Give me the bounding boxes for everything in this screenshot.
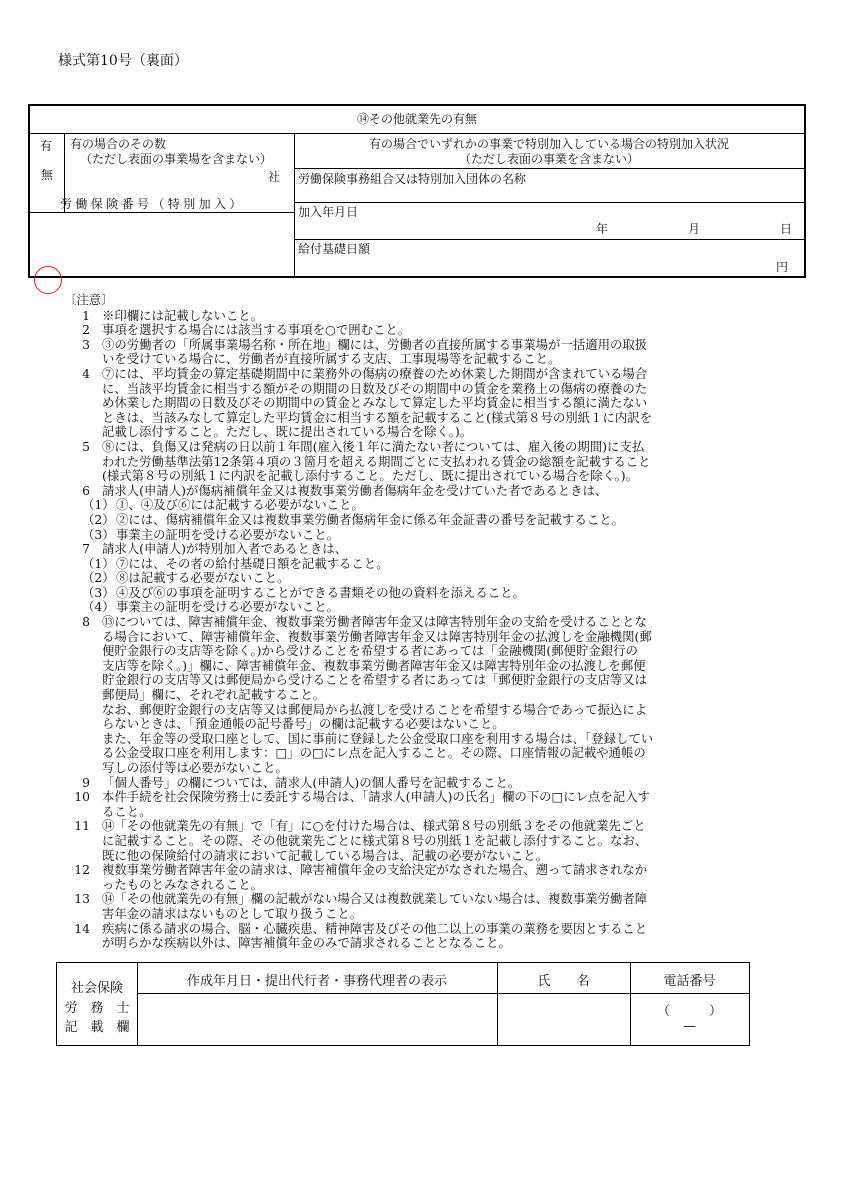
note-item — [58, 849, 748, 864]
note-item — [58, 936, 748, 951]
note-text: 写しの添付等は必要がないこと。 — [102, 760, 288, 775]
note-indent — [58, 703, 102, 718]
note-number: （4） — [82, 599, 115, 615]
note-text: ③の労働者の「所属事業場名称・所在地」欄には、労働者の直接所属する事業場が一括適用の取扱 — [102, 336, 648, 352]
note-text: ったものとみなされること。 — [102, 876, 264, 892]
note-item — [58, 542, 748, 557]
note-text: ⑦には、その者の給付基礎日額を記載すること。 — [116, 555, 389, 571]
note-indent — [58, 659, 102, 674]
note-text: め休業した期間の日数及びその期間中の賃金とみなして算定した平均賃金に相当する額に満たない — [102, 395, 648, 411]
note-text: いを受けている場合に、労働者が直接所属する支店、工事現場等を記載すること。 — [102, 351, 561, 367]
note-item — [58, 732, 748, 747]
note-indent — [58, 732, 102, 747]
sr-label-3: 記 載 欄 — [64, 1020, 130, 1035]
note-number: 4 — [82, 365, 90, 381]
note-text: ⑦には、平均賃金の算定基礎期間中に業務外の傷病の療養のため休業した期間が含まれている場合 — [102, 365, 648, 381]
note-number: 13 — [74, 891, 90, 907]
note-item — [58, 746, 748, 761]
note-text: る場合において、障害補償年金、複数事業労働者障害年金又は障害特別年金の払渡しを金融機関(郵 — [102, 628, 652, 644]
note-text: 便貯金銀行の支店等を除く。)から受けることを希望する者にあっては「金融機関(郵便貯金銀行の — [102, 643, 638, 659]
note-text: に、当該平均賃金に相当する額がその期間の日数及びその期間中の賃金を業務上の傷病の療養のた — [102, 380, 648, 396]
note-text: 既に他の保険給付の請求において記載している場合は、記載の必要がないこと。 — [102, 847, 549, 863]
note-item — [58, 425, 748, 440]
note-item — [58, 878, 748, 893]
note-indent — [58, 746, 102, 761]
join-date-label: 加入年月日 — [298, 205, 359, 219]
other-employment-table — [28, 104, 806, 278]
note-indent — [58, 352, 102, 367]
note-number: （1） — [82, 555, 115, 571]
note-text: 事業主の証明を受ける必要がないこと。 — [116, 599, 340, 615]
note-number: 14 — [74, 920, 90, 936]
note-item — [58, 469, 748, 484]
note-number: 8 — [82, 614, 90, 630]
note-item — [58, 528, 748, 543]
note-indent — [58, 834, 102, 849]
count-unit: 社 — [268, 170, 281, 184]
note-item — [58, 498, 748, 513]
note-indent — [58, 849, 102, 864]
section-title: ⑭その他就業先の有無 — [356, 112, 477, 126]
note-indent — [58, 411, 102, 426]
note-text: ②には、傷病補償年金又は複数事業労働者傷病年金に係る年金証書の番号を記載すること。 — [116, 511, 625, 527]
note-text: 請求人(申請人)が傷病補償年金又は複数事業労働者傷病年金を受けていた者であるときは、 — [102, 482, 608, 498]
note-item — [58, 805, 748, 820]
note-text: また、年金等の受取口座として、国に事前に登録した公金受取口座を利用する場合は、「登録してい — [102, 730, 654, 746]
note-indent — [58, 396, 102, 411]
note-item — [58, 863, 748, 878]
note-item — [58, 659, 748, 674]
special-note: （ただし表面の事業を含まない） — [458, 152, 639, 166]
note-item — [58, 513, 748, 528]
sr-col-phone: 電話番号 — [663, 974, 716, 989]
sr-label-1: 社会保険 — [70, 981, 123, 996]
note-item — [58, 309, 748, 324]
option-yes[interactable]: 有 — [40, 139, 53, 153]
note-indent — [58, 688, 102, 703]
form-title: 様式第10号（裏面） — [58, 53, 188, 69]
note-text: 郵便局」欄に、それぞれ記載すること。 — [102, 687, 326, 703]
sr-col-date: 作成年月日・提出代行者・事務代理者の表示 — [186, 974, 447, 989]
special-header: 有の場合でいずれかの事業で特別加入している場合の特別加入状況 — [368, 137, 729, 151]
note-item — [58, 455, 748, 470]
sr-phone-dash: — — [683, 1019, 696, 1034]
note-number: （1） — [82, 497, 115, 513]
sr-phone-paren[interactable]: （ ） — [656, 1004, 722, 1019]
note-item — [58, 557, 748, 572]
year-label: 年 — [596, 222, 609, 236]
note-indent — [58, 469, 102, 484]
sr-col-name: 氏 名 — [537, 974, 590, 989]
note-indent — [58, 936, 102, 951]
note-text: 貯金銀行の支店等又は郵便局から受けることを希望する者にあっては「郵便貯金銀行の支店等又は — [102, 672, 648, 688]
note-number: 2 — [82, 322, 90, 338]
note-item — [58, 440, 748, 455]
note-text: に記載すること。その際、その他就業先ごとに様式第８号の別紙１を記載し添付すること。なお、 — [102, 832, 648, 848]
note-text: る公金受取口座を利用します：□」の□にレ点を記入すること。その際、口座情報の記載や通帳の — [102, 745, 646, 761]
note-item — [58, 338, 748, 353]
note-item — [58, 323, 748, 338]
note-item — [58, 761, 748, 776]
note-indent — [58, 673, 102, 688]
note-text: ⑧には、負傷又は発病の日以前１年間(雇入後１年に満たない者については、雇入後の期間)に支払 — [102, 438, 645, 454]
day-label: 日 — [780, 222, 793, 236]
note-item — [58, 600, 748, 615]
note-indent — [58, 878, 102, 893]
note-text: (様式第８号の別紙１に内訳を記載し添付すること。ただし、既に提出されている場合を除く。)。 — [102, 468, 639, 484]
note-item — [58, 644, 748, 659]
note-item — [58, 484, 748, 499]
note-text: 支店等を除く。)」欄に、障害補償年金、複数事業労働者障害年金又は障害特別年金の払渡しを郵便 — [102, 657, 646, 673]
note-number: 7 — [82, 541, 90, 557]
note-item — [58, 630, 748, 645]
note-number: 9 — [82, 774, 90, 790]
note-item — [58, 688, 748, 703]
note-indent — [58, 382, 102, 397]
note-item — [58, 571, 748, 586]
note-text: ときは、当該みなして算定した平均賃金に相当する額を記載すること(様式第８号の別紙１に内訳を — [102, 409, 653, 425]
note-number: （2） — [82, 511, 115, 527]
notes-heading: 〔注意〕 — [64, 292, 114, 307]
note-indent — [58, 455, 102, 470]
month-label: 月 — [688, 222, 701, 236]
note-text: 請求人(申請人)が特別加入者であるときは、 — [102, 541, 348, 557]
sr-name-field[interactable] — [497, 994, 630, 1045]
note-text: 複数事業労働者障害年金の請求は、障害補償年金の支給決定がなされた場合、遡って請求されなか — [102, 862, 648, 878]
note-number: 3 — [82, 336, 90, 352]
note-text: 記載し添付すること。ただし、既に提出されている場合を除く。)。 — [102, 424, 473, 440]
note-text: 事業主の証明を受ける必要がないこと。 — [116, 526, 340, 542]
note-indent — [58, 761, 102, 776]
note-text: なお、郵便貯金銀行の支店等又は郵便局から払渡しを受けることを希望する場合であって振込によ — [102, 701, 648, 717]
note-item — [58, 673, 748, 688]
note-text: ⑭「その他就業先の有無」欄の記載がない場合又は複数就業していない場合は、複数事業労働者障 — [102, 891, 648, 907]
note-text: ⑭「その他就業先の有無」で「有」に○を付けた場合は、様式第８号の別紙３をその他就業先ごと — [102, 818, 646, 834]
note-item — [58, 776, 748, 791]
note-number: 11 — [74, 818, 90, 834]
note-item — [58, 382, 748, 397]
count-label: 有の場合のその数 — [70, 137, 167, 151]
note-item — [58, 352, 748, 367]
selected-circle — [34, 266, 62, 294]
note-item — [58, 790, 748, 805]
insurance-no-label: 労働保険番号（特別加入） — [60, 197, 245, 211]
note-item — [58, 411, 748, 426]
note-text: らないときは、「預金通帳の記号番号」の欄は記載する必要はないこと。 — [102, 716, 505, 732]
note-item — [58, 615, 748, 630]
note-indent — [58, 425, 102, 440]
note-item — [58, 703, 748, 718]
base-pay-label: 給付基礎日額 — [298, 242, 371, 256]
count-note: （ただし表面の事業場を含まない） — [80, 152, 273, 166]
note-item — [58, 819, 748, 834]
note-indent — [58, 907, 102, 922]
note-text: が明らかな疾病以外は、障害補償年金のみで請求されることとなること。 — [102, 935, 511, 951]
note-item — [58, 396, 748, 411]
note-item — [58, 717, 748, 732]
note-text: 「個人番号」の欄については、請求人(申請人)の個人番号を記載すること。 — [102, 774, 521, 790]
note-number: 12 — [74, 862, 90, 878]
note-text: ること。 — [102, 803, 152, 819]
note-text: 事項を選択する場合には該当する事項を○で囲むこと。 — [102, 322, 411, 338]
note-text: ※印欄には記載しないこと。 — [102, 307, 264, 323]
note-item — [58, 834, 748, 849]
note-text: ①、④及び⑥には記載する必要がないこと。 — [116, 497, 364, 513]
note-number: （2） — [82, 570, 115, 586]
note-indent — [58, 717, 102, 732]
note-indent — [58, 630, 102, 645]
note-text: 本件手続を社会保険労務士に委託する場合は、「請求人(申請人)の氏名」欄の下の□にレ点を記入す — [102, 789, 650, 805]
note-indent — [58, 805, 102, 820]
note-number: （3） — [82, 584, 115, 600]
union-label: 労働保険事務組合又は特別加入団体の名称 — [298, 172, 527, 186]
note-number: 6 — [82, 482, 90, 498]
sr-date-field[interactable] — [137, 994, 497, 1045]
note-number: 5 — [82, 438, 90, 454]
option-no[interactable]: 無 — [41, 168, 54, 182]
note-text: ⑬については、障害補償年金、複数事業労働者障害年金又は障害特別年金の支給を受けることとな — [102, 614, 647, 630]
note-indent — [58, 644, 102, 659]
note-number: 10 — [74, 789, 90, 805]
note-number: （3） — [82, 526, 115, 542]
sr-consultant-table — [56, 962, 750, 1046]
note-text: ④及び⑥の事項を証明することができる書類その他の資料を添えること。 — [116, 584, 525, 600]
note-text: われた労働基準法第12条第４項の３箇月を超える期間ごとに支払われる賃金の総額を記載すること — [102, 453, 651, 469]
note-item — [58, 892, 748, 907]
note-item — [58, 586, 748, 601]
note-text: ⑧は記載する必要がないこと。 — [116, 570, 290, 586]
note-item — [58, 922, 748, 937]
yen-label: 円 — [776, 260, 789, 274]
note-item — [58, 367, 748, 382]
note-text: 疾病に係る請求の場合、脳・心臓疾患、精神障害及びその他二以上の事業の業務を要因とすること — [102, 920, 648, 936]
note-item — [58, 907, 748, 922]
note-number: 1 — [82, 307, 90, 323]
notes-section — [58, 293, 748, 951]
note-text: 害年金の請求はないものとして取り扱うこと。 — [102, 905, 363, 921]
sr-label-2: 労 務 士 — [64, 1001, 130, 1016]
